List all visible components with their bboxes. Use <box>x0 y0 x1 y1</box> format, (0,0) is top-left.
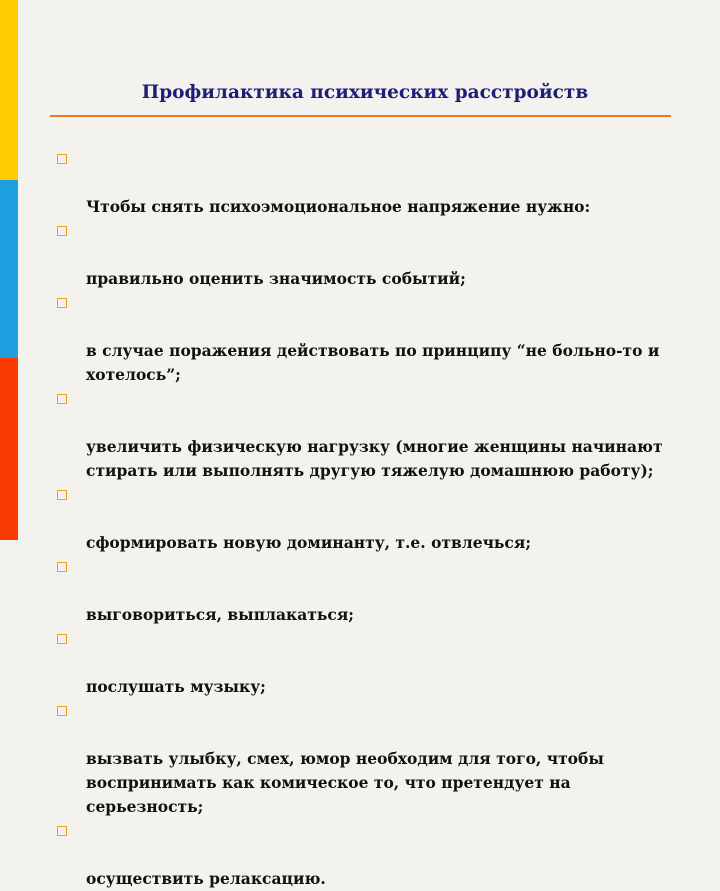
list-item-text: в случае поражения действовать по принципу “не больно-то и хотелось”; <box>86 341 660 384</box>
list-item <box>56 291 666 387</box>
square-bullet-icon <box>57 490 67 500</box>
square-bullet-icon <box>57 226 67 236</box>
list-item <box>56 699 666 819</box>
list-item <box>56 147 666 219</box>
list-item <box>56 387 666 483</box>
square-bullet-icon <box>57 634 67 644</box>
side-bar-yellow <box>0 0 18 180</box>
square-bullet-icon <box>57 706 67 716</box>
bullet-list <box>56 147 666 891</box>
list-item-text: послушать музыку; <box>86 677 266 696</box>
square-bullet-icon <box>57 154 67 164</box>
title-underline <box>50 115 671 117</box>
square-bullet-icon <box>57 826 67 836</box>
list-item-text: вызвать улыбку, смех, юмор необходим для того, чтобы воспринимать как комическое то, что претендует на серьезность; <box>86 749 604 816</box>
list-item <box>56 555 666 627</box>
list-item-text: правильно оценить значимость событий; <box>86 269 466 288</box>
list-item-text: сформировать новую доминанту, т.е. отвлечься; <box>86 533 532 552</box>
list-item-text: Чтобы снять психоэмоциональное напряжение нужно: <box>86 197 591 216</box>
list-item-text: увеличить физическую нагрузку (многие женщины начинают стирать или выполнять другую тяжелую домашнюю работу); <box>86 437 663 480</box>
list-item <box>56 219 666 291</box>
list-item <box>56 483 666 555</box>
square-bullet-icon <box>57 298 67 308</box>
list-item <box>56 819 666 891</box>
list-item <box>56 627 666 699</box>
square-bullet-icon <box>57 394 67 404</box>
slide-title: Профилактика психических расстройств <box>141 82 589 103</box>
side-bar-blue <box>0 180 18 358</box>
side-bar-red <box>0 358 18 540</box>
square-bullet-icon <box>57 562 67 572</box>
list-item-text: осуществить релаксацию. <box>86 869 326 888</box>
list-item-text: выговориться, выплакаться; <box>86 605 354 624</box>
